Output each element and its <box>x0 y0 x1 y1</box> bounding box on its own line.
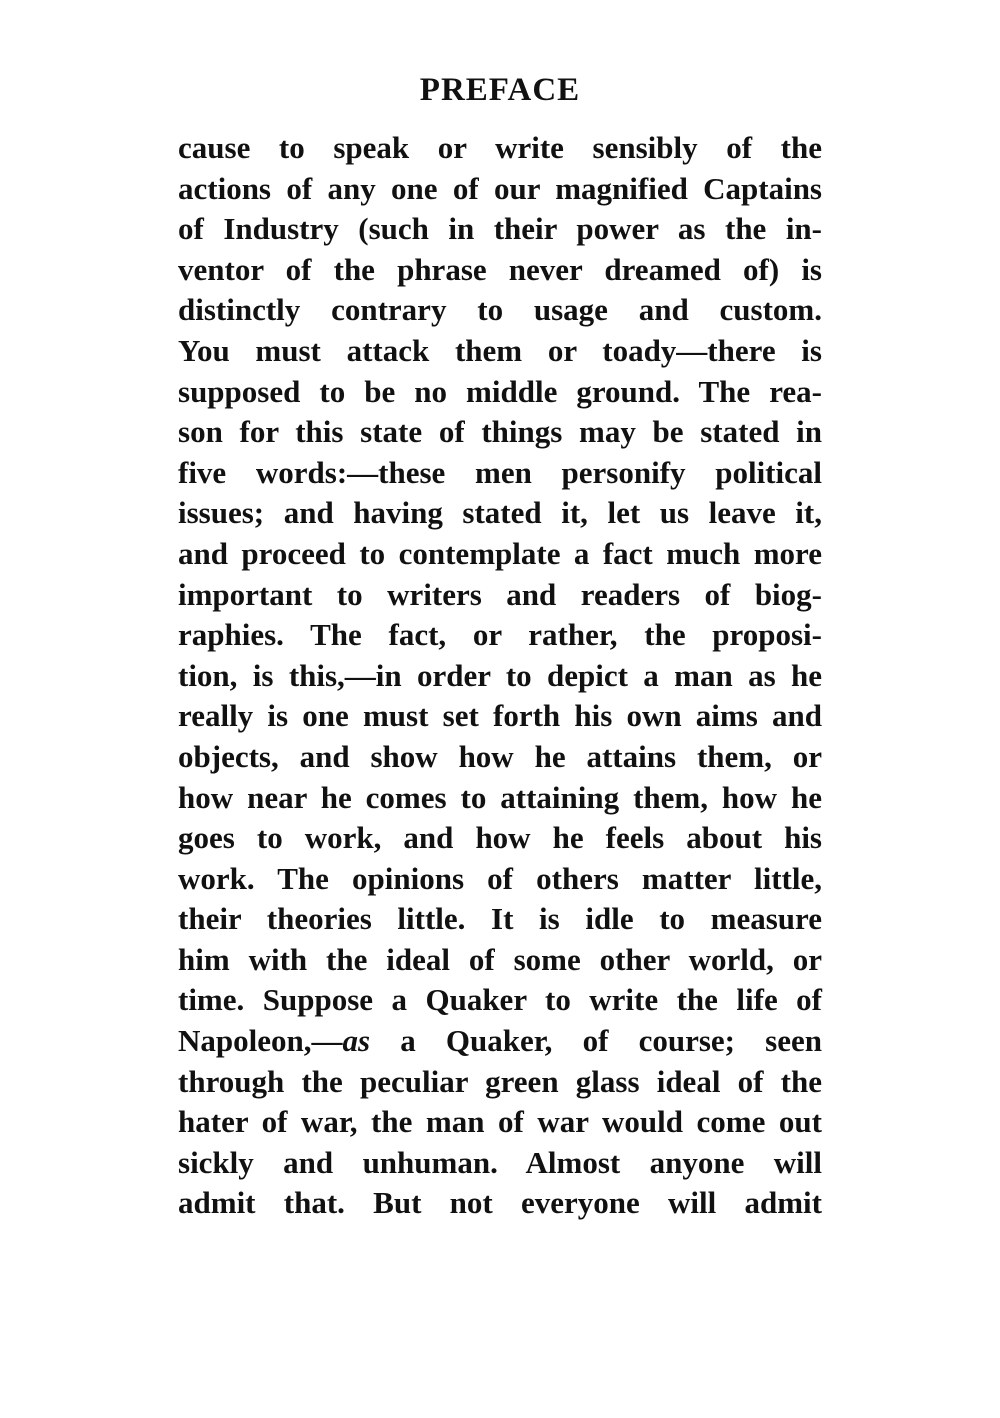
text-line: You must attack them or toady—there is <box>178 332 822 368</box>
text-line: through the peculiar green glass ideal of the <box>178 1063 822 1099</box>
running-head: PREFACE <box>419 72 581 108</box>
text-line: time. Suppose a Quaker to write the life of <box>178 982 822 1018</box>
text-line: really is one must set forth his own aims and <box>178 698 822 734</box>
text-line: of Industry (such in their power as the in- <box>178 211 822 247</box>
text-line: issues; and having stated it, let us leave it, <box>178 495 822 531</box>
text-line-italic-run <box>178 1021 822 1062</box>
text-line: work. The opinions of others matter little, <box>178 860 822 896</box>
text-line: actions of any one of our magnified Captains <box>178 170 822 206</box>
body-text <box>178 128 822 1224</box>
text-line: and proceed to contemplate a fact much more <box>178 535 822 571</box>
text-line: supposed to be no middle ground. The rea- <box>178 373 822 409</box>
text-line: admit that. But not everyone will admit <box>178 1185 822 1221</box>
text-line: son for this state of things may be stated in <box>178 414 822 450</box>
italic-word: as <box>342 1023 371 1059</box>
text-line: him with the ideal of some other world, or <box>178 941 822 977</box>
text-line: important to writers and readers of biog- <box>178 576 822 612</box>
text-line: sickly and unhuman. Almost anyone will <box>178 1144 822 1180</box>
text-line: cause to speak or write sensibly of the <box>178 130 822 165</box>
text-run: Napoleon,— <box>178 1023 343 1059</box>
text-line: ventor of the phrase never dreamed of) is <box>178 251 822 287</box>
text-line: tion, is this,—in order to depict a man as he <box>178 657 822 693</box>
text-line: hater of war, the man of war would come out <box>178 1104 822 1140</box>
text-line: raphies. The fact, or rather, the proposi- <box>178 617 822 653</box>
text-line: their theories little. It is idle to measure <box>178 901 822 937</box>
text-line: goes to work, and how he feels about his <box>178 820 822 856</box>
text-line: five words:—these men personify political <box>178 454 822 490</box>
text-run: a Quaker, of course; seen <box>370 1023 822 1059</box>
text-line: how near he comes to attaining them, how he <box>178 779 822 815</box>
text-line: objects, and show how he attains them, or <box>178 738 822 774</box>
text-line: distinctly contrary to usage and custom. <box>178 292 822 328</box>
